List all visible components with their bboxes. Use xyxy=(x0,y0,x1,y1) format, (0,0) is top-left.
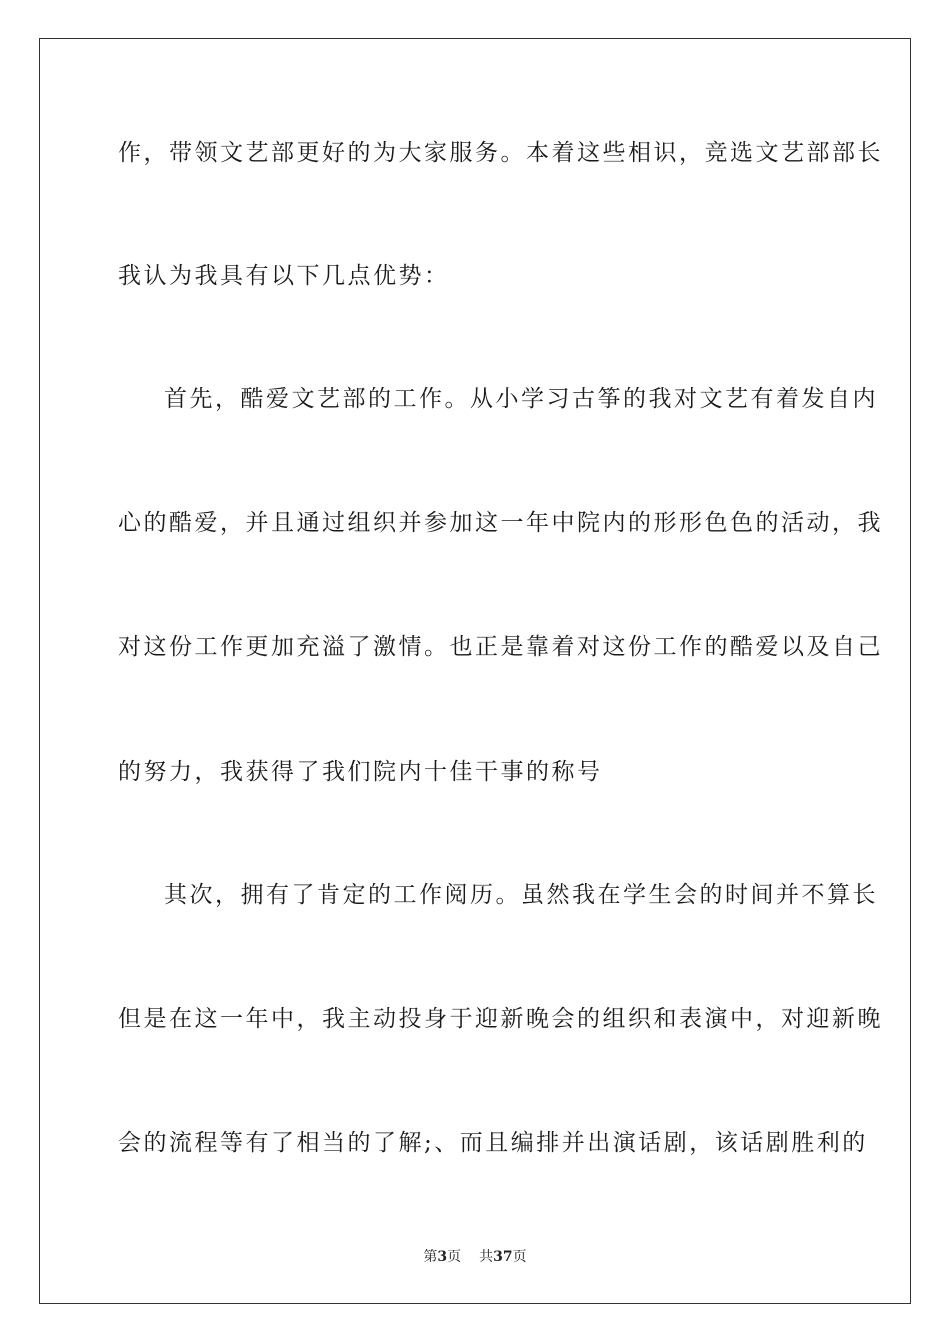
body-line-1: 作，带领文艺部更好的为大家服务。本着这些相识，竞选文艺部部长 xyxy=(118,140,883,166)
page-footer xyxy=(0,1248,950,1266)
footer-page-prefix: 第 xyxy=(423,1249,438,1265)
footer-total-pages: 37 xyxy=(493,1249,513,1265)
body-line-5: 对这份工作更加充溢了激情。也正是靠着对这份工作的酷爱以及自己 xyxy=(118,634,883,660)
body-line-9: 会的流程等有了相当的了解;、而且编排并出演话剧，该话剧胜利的 xyxy=(118,1130,868,1156)
body-line-6: 的努力，我获得了我们院内十佳干事的称号 xyxy=(118,759,603,785)
body-line-4: 心的酷爱，并且通过组织并参加这一年中院内的形形色色的活动，我 xyxy=(118,510,883,536)
body-line-8: 但是在这一年中，我主动投身于迎新晚会的组织和表演中，对迎新晚 xyxy=(118,1006,883,1032)
body-line-7: 其次，拥有了肯定的工作阅历。虽然我在学生会的时间并不算长 xyxy=(164,882,878,908)
footer-total-suffix: 页 xyxy=(512,1249,527,1265)
footer-total-prefix: 共 xyxy=(479,1249,494,1265)
footer-page-number: 3 xyxy=(437,1249,448,1265)
body-line-2: 我认为我具有以下几点优势： xyxy=(118,263,450,289)
footer-page-suffix: 页 xyxy=(447,1249,462,1265)
page-border xyxy=(39,38,911,1304)
body-line-3: 首先，酷爱文艺部的工作。从小学习古筝的我对文艺有着发自内 xyxy=(164,386,878,412)
